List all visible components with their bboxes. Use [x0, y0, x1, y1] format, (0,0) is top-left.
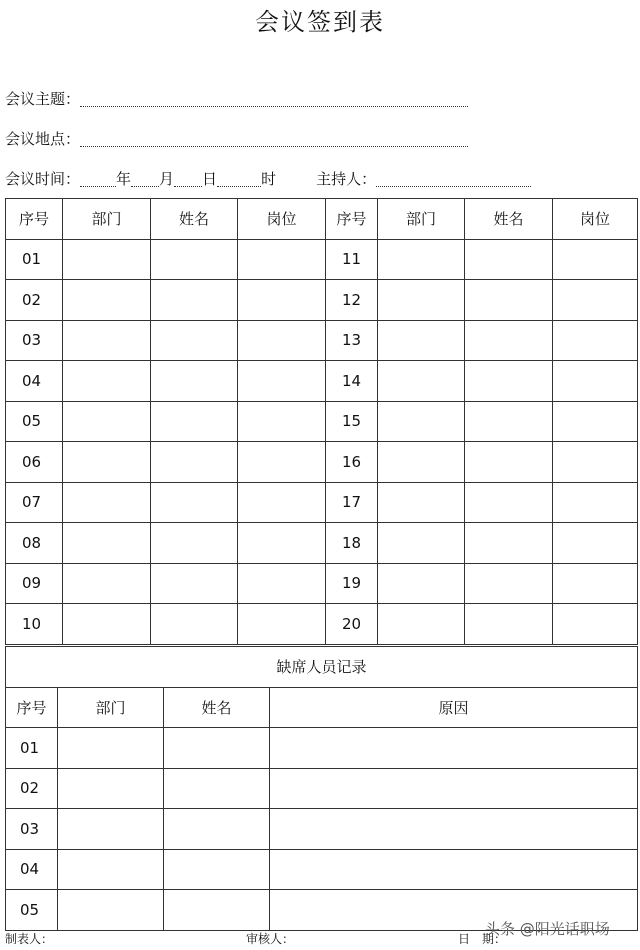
entry-cell[interactable]: [238, 482, 326, 523]
row-number: 15: [326, 401, 378, 442]
row-number: 08: [6, 523, 63, 564]
row-number: 02: [6, 280, 63, 321]
entry-cell[interactable]: [63, 239, 151, 280]
entry-cell[interactable]: [151, 280, 238, 321]
entry-cell[interactable]: [378, 563, 465, 604]
entry-cell[interactable]: [553, 239, 638, 280]
table-row: [6, 320, 638, 361]
row-number: 17: [326, 482, 378, 523]
entry-cell[interactable]: [553, 280, 638, 321]
row-number: 12: [326, 280, 378, 321]
entry-cell[interactable]: [238, 523, 326, 564]
entry-cell[interactable]: [553, 563, 638, 604]
entry-cell[interactable]: [164, 768, 270, 809]
entry-cell[interactable]: [553, 361, 638, 402]
entry-cell[interactable]: [378, 523, 465, 564]
row-number: 20: [326, 604, 378, 645]
entry-cell[interactable]: [378, 320, 465, 361]
attendance-header-cell: 序号: [326, 199, 378, 240]
watermark-text: 头条 @阳光话职场: [485, 920, 610, 938]
entry-cell[interactable]: [238, 361, 326, 402]
entry-cell[interactable]: [151, 482, 238, 523]
absence-title: 缺席人员记录: [6, 647, 638, 688]
entry-cell[interactable]: [63, 482, 151, 523]
row-number: 02: [6, 768, 58, 809]
row-number: 16: [326, 442, 378, 483]
host-label: 主持人：: [316, 170, 377, 188]
entry-cell[interactable]: [151, 442, 238, 483]
entry-cell[interactable]: [465, 239, 553, 280]
attendance-header-cell: 姓名: [465, 199, 553, 240]
entry-cell[interactable]: [63, 320, 151, 361]
row-number: 05: [6, 890, 58, 931]
year-field[interactable]: [80, 172, 116, 187]
row-number: 10: [6, 604, 63, 645]
absence-header-cell: 原因: [270, 687, 638, 728]
entry-cell[interactable]: [553, 320, 638, 361]
entry-cell[interactable]: [151, 401, 238, 442]
row-number: 03: [6, 809, 58, 850]
row-number: 18: [326, 523, 378, 564]
day-label: 日: [202, 170, 218, 188]
entry-cell[interactable]: [151, 239, 238, 280]
entry-cell[interactable]: [58, 809, 164, 850]
table-row: [6, 482, 638, 523]
row-number: 01: [6, 239, 63, 280]
table-row: [6, 361, 638, 402]
entry-cell[interactable]: [238, 401, 326, 442]
entry-cell[interactable]: [238, 280, 326, 321]
entry-cell[interactable]: [63, 361, 151, 402]
entry-cell[interactable]: [465, 482, 553, 523]
host-field[interactable]: [376, 172, 531, 187]
entry-cell[interactable]: [465, 563, 553, 604]
absence-header-cell: 序号: [6, 687, 58, 728]
entry-cell[interactable]: [63, 280, 151, 321]
absence-header-row: [6, 687, 638, 728]
table-row: [6, 280, 638, 321]
row-number: 03: [6, 320, 63, 361]
absence-table: [5, 646, 638, 931]
entry-cell[interactable]: [553, 523, 638, 564]
entry-cell[interactable]: [553, 604, 638, 645]
entry-cell[interactable]: [553, 401, 638, 442]
entry-cell[interactable]: [238, 442, 326, 483]
year-label: 年: [116, 170, 132, 188]
entry-cell[interactable]: [553, 442, 638, 483]
table-row: [6, 401, 638, 442]
location-field[interactable]: [80, 132, 468, 147]
entry-cell[interactable]: [465, 604, 553, 645]
entry-cell[interactable]: [270, 809, 638, 850]
entry-cell[interactable]: [270, 849, 638, 890]
row-number: 04: [6, 361, 63, 402]
entry-cell[interactable]: [151, 563, 238, 604]
topic-field[interactable]: [80, 92, 468, 107]
absence-header-cell: 姓名: [164, 687, 270, 728]
entry-cell[interactable]: [63, 523, 151, 564]
row-number: 04: [6, 849, 58, 890]
attendance-header-cell: 部门: [378, 199, 465, 240]
row-number: 11: [326, 239, 378, 280]
entry-cell[interactable]: [553, 482, 638, 523]
entry-cell[interactable]: [164, 728, 270, 769]
entry-cell[interactable]: [63, 563, 151, 604]
entry-cell[interactable]: [465, 320, 553, 361]
row-number: 06: [6, 442, 63, 483]
table-row: [6, 768, 638, 809]
entry-cell[interactable]: [238, 604, 326, 645]
entry-cell[interactable]: [151, 320, 238, 361]
month-label: 月: [159, 170, 175, 188]
entry-cell[interactable]: [164, 809, 270, 850]
table-row: [6, 728, 638, 769]
table-row: [6, 563, 638, 604]
entry-cell[interactable]: [238, 320, 326, 361]
row-number: 07: [6, 482, 63, 523]
table-row: [6, 849, 638, 890]
table-row: [6, 604, 638, 645]
hour-field[interactable]: [217, 172, 261, 187]
entry-cell[interactable]: [378, 239, 465, 280]
entry-cell[interactable]: [378, 401, 465, 442]
time-label: 会议时间：: [5, 170, 81, 188]
entry-cell[interactable]: [465, 401, 553, 442]
maker-label: 制表人：: [5, 932, 54, 946]
entry-cell[interactable]: [63, 442, 151, 483]
entry-cell[interactable]: [151, 523, 238, 564]
attendance-header-cell: 部门: [63, 199, 151, 240]
topic-line: [5, 88, 468, 110]
entry-cell[interactable]: [63, 401, 151, 442]
entry-cell[interactable]: [238, 563, 326, 604]
reviewer-label: 审核人：: [246, 932, 295, 946]
location-line: [5, 128, 468, 150]
entry-cell[interactable]: [151, 604, 238, 645]
entry-cell[interactable]: [378, 604, 465, 645]
entry-cell[interactable]: [164, 890, 270, 931]
day-field[interactable]: [174, 172, 202, 187]
row-number: 09: [6, 563, 63, 604]
entry-cell[interactable]: [378, 361, 465, 402]
table-row: [6, 523, 638, 564]
hour-label: 时: [261, 170, 277, 188]
entry-cell[interactable]: [63, 604, 151, 645]
entry-cell[interactable]: [465, 442, 553, 483]
table-row: [6, 239, 638, 280]
entry-cell[interactable]: [58, 768, 164, 809]
entry-cell[interactable]: [270, 768, 638, 809]
location-label: 会议地点：: [5, 130, 81, 148]
attendance-header-cell: 序号: [6, 199, 63, 240]
row-number: 13: [326, 320, 378, 361]
entry-cell[interactable]: [270, 728, 638, 769]
entry-cell[interactable]: [378, 482, 465, 523]
entry-cell[interactable]: [58, 849, 164, 890]
absence-title-row: [6, 647, 638, 688]
attendance-header-cell: 姓名: [151, 199, 238, 240]
entry-cell[interactable]: [58, 728, 164, 769]
row-number: 19: [326, 563, 378, 604]
row-number: 05: [6, 401, 63, 442]
attendance-table: [5, 198, 638, 645]
attendance-header-cell: 岗位: [553, 199, 638, 240]
topic-label: 会议主题：: [5, 90, 81, 108]
entry-cell[interactable]: [465, 361, 553, 402]
table-row: [6, 442, 638, 483]
entry-cell[interactable]: [164, 849, 270, 890]
entry-cell[interactable]: [378, 280, 465, 321]
entry-cell[interactable]: [238, 239, 326, 280]
entry-cell[interactable]: [465, 280, 553, 321]
month-field[interactable]: [131, 172, 159, 187]
row-number: 01: [6, 728, 58, 769]
attendance-header-row: [6, 199, 638, 240]
absence-header-cell: 部门: [58, 687, 164, 728]
page-title: 会议签到表: [255, 8, 385, 36]
row-number: 14: [326, 361, 378, 402]
date-label: 日 期：: [458, 932, 507, 946]
entry-cell[interactable]: [378, 442, 465, 483]
entry-cell[interactable]: [151, 361, 238, 402]
table-row: [6, 809, 638, 850]
entry-cell[interactable]: [465, 523, 553, 564]
attendance-header-cell: 岗位: [238, 199, 326, 240]
entry-cell[interactable]: [58, 890, 164, 931]
time-line: [5, 168, 531, 190]
